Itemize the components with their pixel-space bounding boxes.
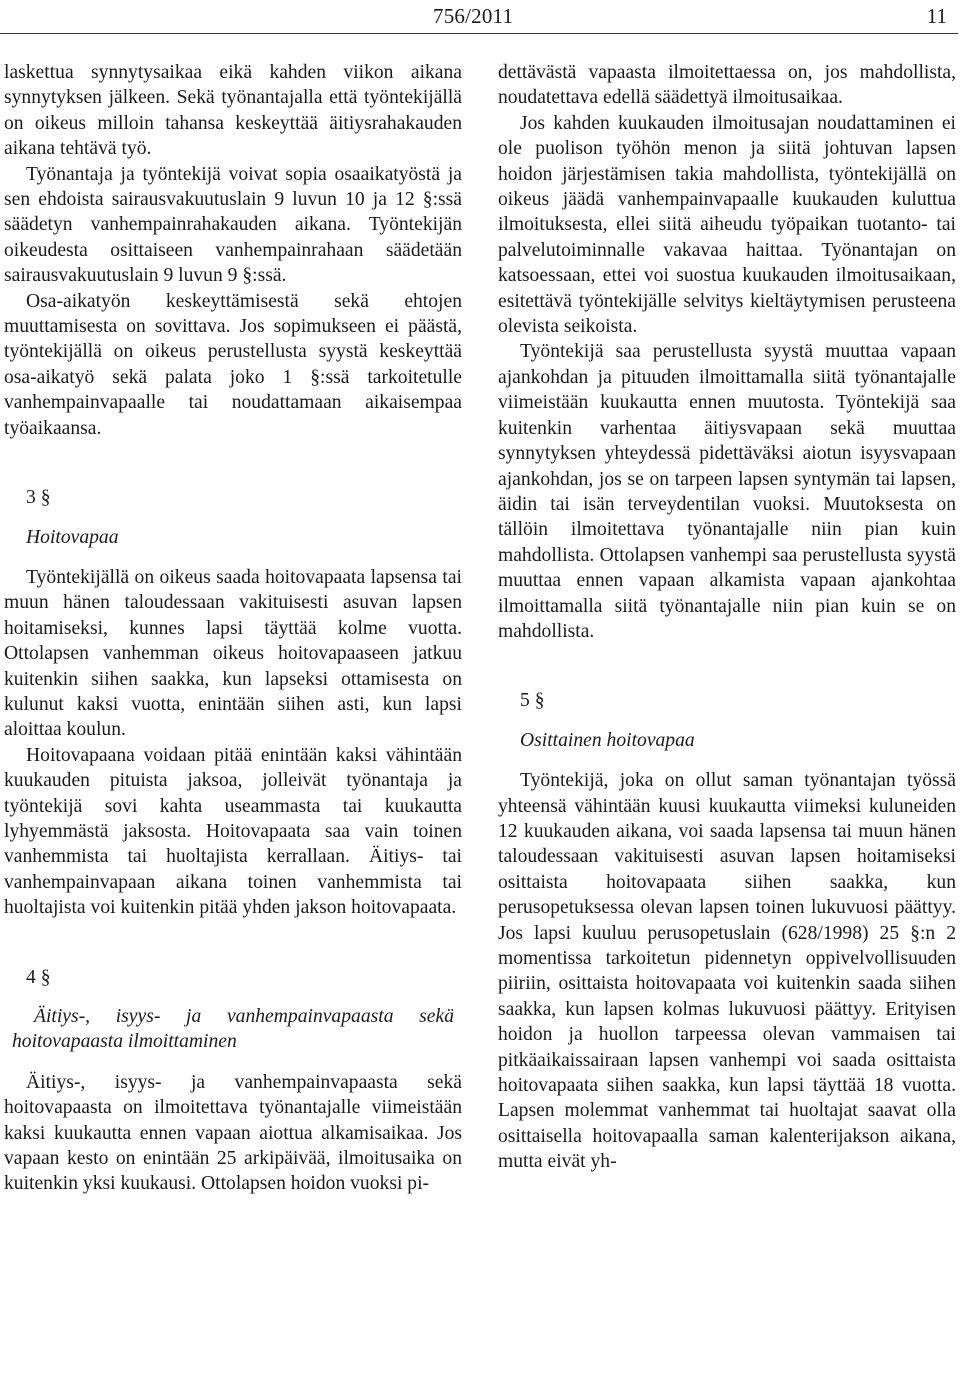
section-number: 3 § [26, 487, 51, 509]
section-title: Hoitovapaa [26, 526, 119, 548]
page-number: 11 [926, 4, 947, 28]
page-header [0, 0, 960, 36]
document-number: 756/2011 [433, 4, 514, 28]
section-title: Osittainen hoitovapaa [520, 729, 695, 751]
header-divider [0, 33, 958, 34]
paragraph: dettävästä vapaasta ilmoitettaessa on, jos mahdollista, noudatettava edellä säädettyä ilmoitusaikaa. [498, 62, 956, 109]
paragraph: Jos kahden kuukauden ilmoitusajan noudattaminen ei ole puolison työhön menon ja siitä johtuvan lapsen hoidon järjestämisen takia mahdollista, työntekijällä on oikeus jäädä vanhempainvapaalle kuukauden kuluttua ilmoituksesta, ellei siitä aiheudu työpaikan tuotanto- tai palvelutoiminnalle vakavaa haittaa. Työnantajan on katsoessaan, ettei voi suostua kuukauden ilmoitusaikaan, esitettävä työntekijälle selvitys kieltäytymisen perusteena olevista seikoista. [498, 112, 956, 338]
paragraph: Hoitovapaana voidaan pitää enintään kaksi vähintään kuukauden pituista jaksoa, jolleivät työnantaja ja työntekijä sovi kahta useammasta tai kuukautta lyhyemmästä jaksosta. Hoitovapaata saa vain toinen vanhemmista tai huoltajista kerrallaan. Äitiys- tai vanhempainvapaan aikana toinen vanhemmista tai huoltajista voi kuitenkin pitää yhden jakson hoitovapaata. [4, 744, 462, 919]
paragraph: Työntekijä saa perustellusta syystä muuttaa vapaan ajankohdan ja pituuden ilmoittamalla siitä työnantajalle viimeistään kuukautta ennen muutosta. Työntekijä saa kuitenkin varhentaa äitiysvapaan sekä muuttaa synnytyksen yhteydessä pidettäväksi aiotun isyysvapaan ajankohdan, jos se on tarpeen lapsen syntymän tai lapsen, äidin tai isän terveydentilan vuoksi. Muutoksesta on tällöin ilmoitettava työnantajalle niin pian kuin mahdollista. Ottolapsen vanhempi saa perustellusta syystä muuttaa ennen vapaan alkamista vapaan ajankohtaa ilmoittamalla siitä työnantajalle niin pian kuin se on mahdollista. [498, 341, 956, 642]
right-column [498, 60, 956, 1175]
paragraph: Äitiys-, isyys- ja vanhempainvapaasta sekä hoitovapaasta on ilmoitettava työnantajalle viimeistään kaksi kuukautta ennen vapaan aiottua alkamisaikaa. Jos vapaan kesto on enintään 25 arkipäivää, ilmoitusaika on kuitenkin yksi kuukausi. Ottolapsen hoidon vuoksi pi- [4, 1071, 462, 1195]
section-number: 5 § [520, 690, 545, 712]
section-number: 4 § [26, 966, 51, 988]
paragraph: Työntekijä, joka on ollut saman työnantajan työssä yhteensä vähintään kuusi kuukautta viimeksi kuluneiden 12 kuukauden aikana, voi saada lapsensa tai muun hänen taloudessaan vakituisesti asuvan lapsen hoitamiseksi osittaista hoitovapaata siihen saakka, kun perusopetuksessa olevan lapsen toinen lukuvuosi päättyy. Jos lapsi kuuluu perusopetuslain (628/1998) 25 §:n 2 momentissa tarkoitetun pidennetyn oppivelvollisuuden piiriin, osittaista hoitovapaata voi kuitenkin saada siihen saakka, kun lapsen kolmas lukuvuosi päättyy. Erityisen hoidon ja huollon tarpeessa olevan vammaisen tai pitkäaikaissairaan lapsen vanhempi voi saada osittaista hoitovapaata siihen saakka, kun lapsi täyttää 18 vuotta. Lapsen molemmat vanhemmat tai huoltajat saavat olla osittaisella hoitovapaalla saman kalenterijakson aikana, mutta eivät yh- [498, 770, 956, 1173]
paragraph: Työnantaja ja työntekijä voivat sopia osaaikatyöstä ja sen ehdoista sairausvakuutuslain 9 luvun 10 ja 12 §:ssä säädetyn vanhempainrahakauden aikana. Työntekijän oikeudesta osittaiseen vanhempainrahaan säädetään sairausvakuutuslain 9 luvun 9 §:ssä. [4, 163, 462, 287]
section-title: Äitiys-, isyys- ja vanhempainvapaasta sekä hoitovapaasta ilmoittaminen [12, 1006, 454, 1053]
paragraph: laskettua synnytysaikaa eikä kahden viikon aikana synnytyksen jälkeen. Sekä työnantajalla että työntekijällä on oikeus milloin tahansa keskeyttää äitiysrahakauden aikana tehtävä työ. [4, 62, 462, 160]
paragraph: Työntekijällä on oikeus saada hoitovapaata lapsensa tai muun hänen taloudessaan vakituisesti asuvan lapsen hoitamiseksi, kunnes lapsi täyttää kolme vuotta. Ottolapsen vanhemman oikeus hoitovapaaseen jatkuu kuitenkin siihen saakka, kun lapseksi ottamisesta on kulunut kaksi vuotta, enintään siihen asti, kun lapsi aloittaa koulun. [4, 566, 462, 741]
paragraph: Osa-aikatyön keskeyttämisestä sekä ehtojen muuttamisesta on sovittava. Jos sopimukseen ei päästä, työntekijällä on oikeus perustellusta syystä keskeyttää osa-aikatyö sekä palata joko 1 §:ssä tarkoitetulle vanhempainvapaalle tai noudattamaan aikaisempaa työaikaansa. [4, 290, 462, 439]
left-column [4, 60, 462, 1197]
